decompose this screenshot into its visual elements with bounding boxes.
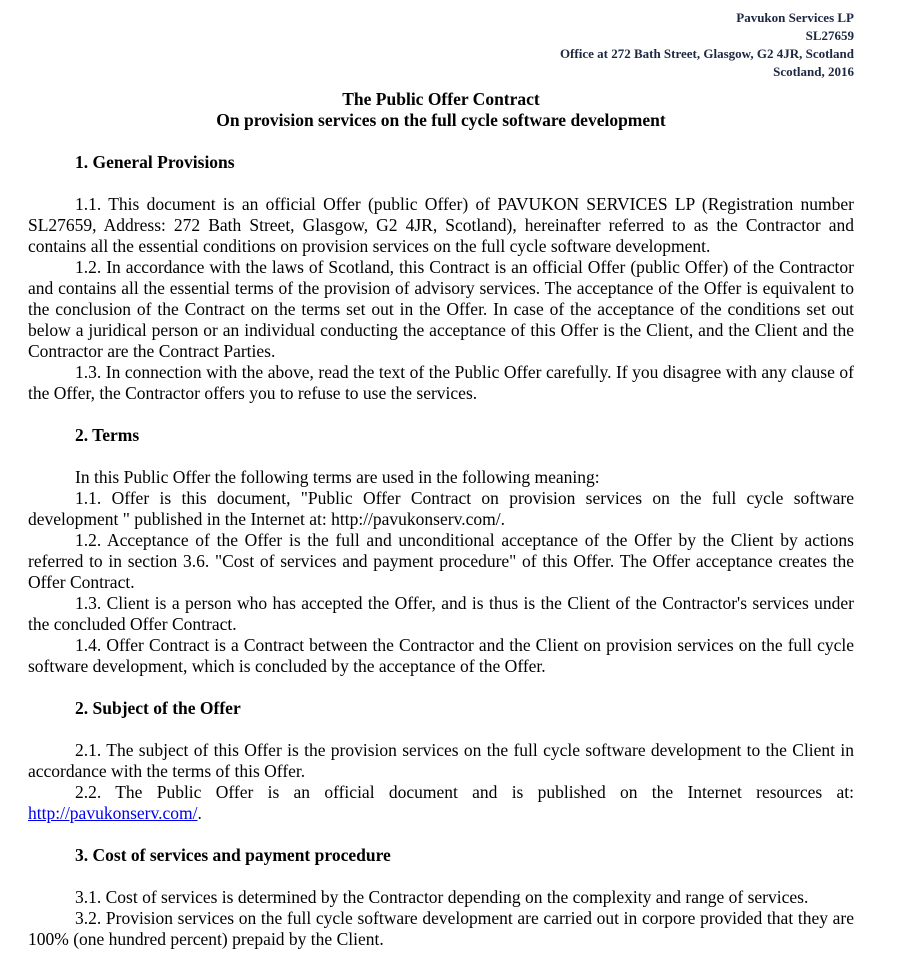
company-name: Pavukon Services LP	[736, 10, 854, 25]
clause-paragraph: 1.4. Offer Contract is a Contract between the Contractor and the Client on provision services on the full cycle software development, which is concluded by the acceptance of the Offer.	[28, 635, 854, 676]
section-heading: 1. General Provisions	[75, 152, 235, 172]
title-line-1: The Public Offer Contract	[342, 89, 540, 109]
document-title	[28, 89, 854, 131]
section-cost	[28, 845, 854, 950]
title-line-2: On provision services on the full cycle software development	[216, 110, 666, 130]
clause-paragraph: 3.1. Cost of services is determined by the Contractor depending on the complexity and range of services.	[75, 887, 809, 907]
section-heading: 3. Cost of services and payment procedure	[75, 845, 391, 865]
section-heading: 2. Terms	[75, 425, 140, 445]
clause-paragraph: 2.1. The subject of this Offer is the provision services on the full cycle software development to the Client in accordance with the terms of this Offer.	[28, 740, 854, 781]
section-general-provisions	[28, 152, 854, 404]
clause-paragraph: 1.1. This document is an official Offer (public Offer) of PAVUKON SERVICES LP (Registration number SL27659, Address: 272 Bath Street, Glasgow, G2 4JR, Scotland), hereinafter referred to as the Contractor and contains all the essential conditions on provision services on the full cycle software development.	[28, 194, 854, 256]
clause-paragraph: 1.2. In accordance with the laws of Scotland, this Contract is an official Offer (public Offer) of the Contractor and contains all the essential terms of the provision of advisory services. The acceptance of the Offer is equivalent to the conclusion of the Contract on the terms set out in the Offer. In case of the acceptance of the conditions set out below a juridical person or an individual conducting the acceptance of this Offer is the Client, and the Client and the Contractor are the Contract Parties.	[28, 257, 854, 361]
clause-text: 2.2. The Public Offer is an official document and is published on the Internet resources at:	[75, 782, 854, 802]
section-heading: 2. Subject of the Offer	[75, 698, 241, 718]
clause-paragraph	[28, 782, 854, 824]
terms-intro: In this Public Offer the following terms are used in the following meaning:	[75, 467, 600, 487]
clause-paragraph: 1.2. Acceptance of the Offer is the full and unconditional acceptance of the Offer by the Client by actions referred to in section 3.6. "Cost of services and payment procedure" of this Offer. The Offer acceptance creates the Offer Contract.	[28, 530, 854, 592]
place-and-year: Scotland, 2016	[773, 64, 854, 79]
company-registration: SL27659	[805, 28, 854, 43]
clause-paragraph: 3.2. Provision services on the full cycle software development are carried out in corpore provided that they are 100% (one hundred percent) prepaid by the Client.	[28, 908, 854, 949]
company-header	[28, 9, 854, 81]
clause-paragraph: 1.1. Offer is this document, "Public Offer Contract on provision services on the full cycle software development " published in the Internet at: http://pavukonserv.com/.	[28, 488, 854, 529]
section-terms	[28, 425, 854, 677]
clause-paragraph: 1.3. Client is a person who has accepted the Offer, and is thus is the Client of the Contractor's services under the concluded Offer Contract.	[28, 593, 854, 634]
section-subject	[28, 698, 854, 824]
clause-end: .	[197, 803, 202, 823]
clause-paragraph: 1.3. In connection with the above, read the text of the Public Offer carefully. If you disagree with any clause of the Offer, the Contractor offers you to refuse to use the services.	[28, 362, 854, 403]
offer-document	[28, 9, 854, 950]
company-office-address: Office at 272 Bath Street, Glasgow, G2 4JR, Scotland	[559, 46, 854, 61]
pavukonserv-link[interactable]: http://pavukonserv.com/	[28, 803, 198, 823]
